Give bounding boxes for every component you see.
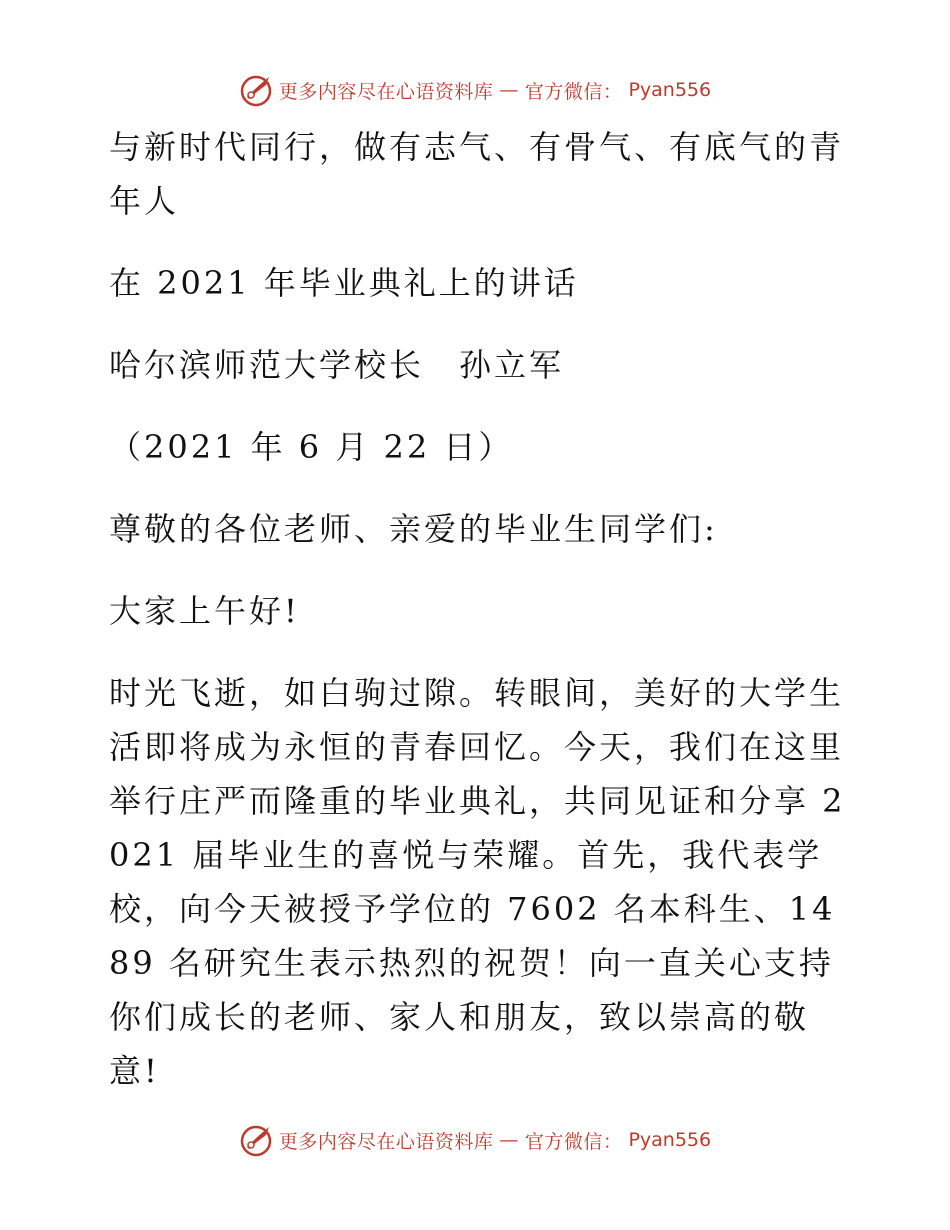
footer-watermark <box>0 1120 950 1160</box>
document-title: 与新时代同行，做有志气、有骨气、有底气的青年人 <box>109 128 845 220</box>
watermark-handle: Pyan556 <box>628 79 712 101</box>
watermark-dash: — <box>499 79 519 101</box>
watermark-handle: Pyan556 <box>628 1129 712 1151</box>
document-body <box>97 120 857 1098</box>
header-watermark <box>0 70 950 110</box>
document-subtitle: 在 2021 年毕业典礼上的讲话 <box>109 264 579 302</box>
watermark-wechat-label: 官方微信： <box>524 1130 623 1153</box>
speech-date: （2021 年 6 月 22 日） <box>109 428 514 466</box>
brush-logo-icon <box>239 73 273 107</box>
speaker-line: 哈尔滨师范大学校长 孙立军 <box>109 346 565 384</box>
body-paragraph: 时光飞逝，如白驹过隙。转眼间，美好的大学生活即将成为永恒的青春回忆。今天，我们在这里举行庄严而隆重的毕业典礼，共同见证和分享 2021 届毕业生的喜悦与荣耀。首先，我代表学校，向今天被授予学位的 7602 名本科生、1489 名研究生表示热烈的祝贺！向一直关心支持你们成长的老师、家人和朋友，致以崇高的敬意! <box>109 674 846 1090</box>
brush-logo-icon <box>239 1123 273 1157</box>
watermark-wechat-label: 官方微信： <box>524 80 623 103</box>
watermark-text: 更多内容尽在心语资料库 <box>278 1130 494 1153</box>
watermark-text: 更多内容尽在心语资料库 <box>278 80 494 103</box>
greeting: 大家上午好! <box>109 592 300 630</box>
watermark-dash: — <box>499 1129 519 1151</box>
salutation: 尊敬的各位老师、亲爱的毕业生同学们: <box>109 510 718 548</box>
